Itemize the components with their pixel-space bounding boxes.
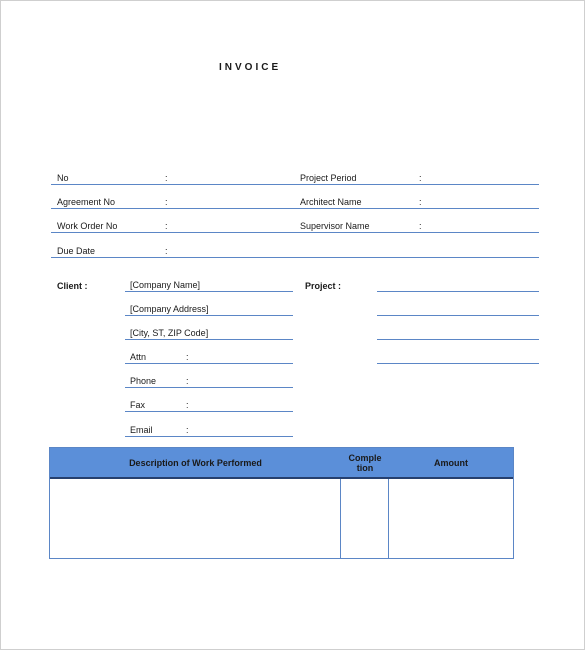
field-line-architect-name[interactable] [289, 208, 539, 209]
field-label-architect-name: Architect Name [300, 197, 362, 207]
col-completion-header-line2: tion [356, 462, 374, 473]
field-colon: : [419, 221, 422, 231]
client-line[interactable] [125, 339, 293, 340]
project-line[interactable] [377, 315, 539, 316]
field-label-due-date: Due Date [57, 246, 96, 256]
field-colon: : [186, 376, 189, 386]
client-city-st-zip: [City, ST, ZIP Code] [130, 328, 209, 338]
field-label-work-order-no: Work Order No [57, 221, 118, 231]
field-label-agreement-no: Agreement No [57, 197, 116, 207]
client-phone-label: Phone [130, 376, 157, 386]
field-label-project-period: Project Period [300, 173, 357, 183]
field-label-no: No [57, 173, 69, 183]
project-heading: Project : [305, 281, 342, 291]
client-fax-label: Fax [130, 400, 146, 410]
project-line[interactable] [377, 363, 539, 364]
field-colon: : [186, 425, 189, 435]
client-line[interactable] [125, 387, 293, 388]
field-colon: : [165, 173, 168, 183]
amount-cell[interactable] [389, 479, 513, 558]
field-colon: : [165, 246, 168, 256]
client-line[interactable] [125, 436, 293, 437]
field-colon: : [186, 352, 189, 362]
work-table-header [50, 448, 513, 479]
col-description-header: Description of Work Performed [129, 457, 262, 468]
field-label-supervisor-name: Supervisor Name [300, 221, 370, 231]
field-line-agreement-no[interactable] [51, 208, 289, 209]
client-email-label: Email [130, 425, 153, 435]
client-line[interactable] [125, 315, 293, 316]
field-line-supervisor-name[interactable] [289, 232, 539, 233]
field-line-project-period[interactable] [289, 184, 539, 185]
col-completion-header-line1: Comple [348, 452, 382, 463]
field-line-work-order-no[interactable] [51, 232, 289, 233]
client-line[interactable] [125, 411, 293, 412]
col-amount-header: Amount [434, 457, 468, 468]
field-line-due-date[interactable] [51, 257, 539, 258]
invoice-title: INVOICE [219, 62, 282, 73]
field-colon: : [165, 221, 168, 231]
description-cell[interactable] [50, 479, 340, 558]
field-colon: : [165, 197, 168, 207]
client-company-name: [Company Name] [130, 280, 201, 290]
field-line-no[interactable] [51, 184, 289, 185]
client-attn-label: Attn [130, 352, 147, 362]
project-line[interactable] [377, 291, 539, 292]
field-colon: : [419, 197, 422, 207]
work-table [49, 447, 514, 559]
project-line[interactable] [377, 339, 539, 340]
field-colon: : [186, 400, 189, 410]
field-colon: : [419, 173, 422, 183]
client-line[interactable] [125, 291, 293, 292]
client-line[interactable] [125, 363, 293, 364]
completion-cell[interactable] [341, 479, 388, 558]
col-completion-header [341, 448, 389, 477]
client-company-address: [Company Address] [130, 304, 209, 314]
client-heading: Client : [57, 281, 88, 291]
